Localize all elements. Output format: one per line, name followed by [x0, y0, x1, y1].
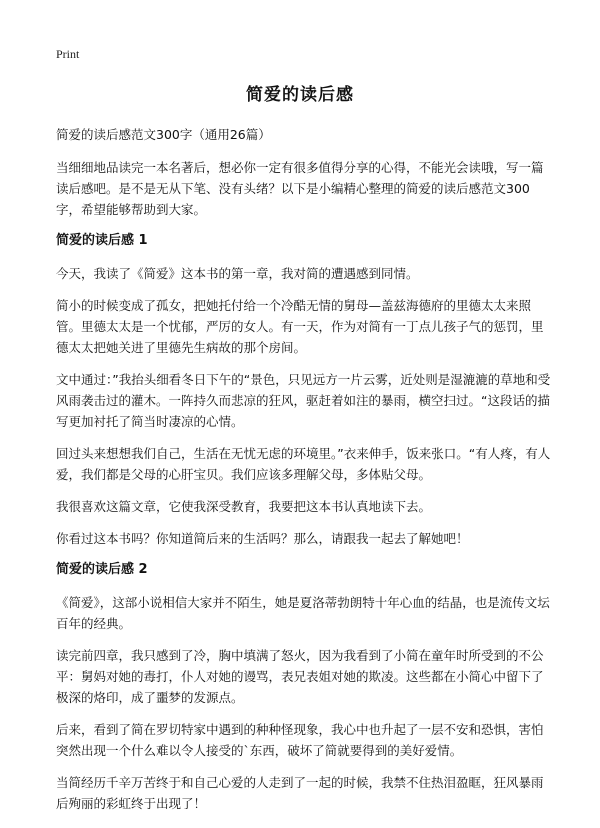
paragraph: 《简爱》，这部小说相信大家并不陌生，她是夏洛蒂勃朗特十年心血的结晶，也是流传文坛百年的经典。 — [56, 595, 550, 631]
subtitle: 简爱的读后感范文300字（通用26篇） — [56, 127, 271, 142]
section-heading-1: 简爱的读后感 1 — [56, 233, 148, 248]
paragraph: 今天，我读了《简爱》这本书的第一章，我对简的遭遇感到同情。 — [56, 266, 419, 281]
print-label: Print — [56, 47, 80, 61]
page-title: 简爱的读后感 — [246, 85, 354, 105]
section-heading-2: 简爱的读后感 2 — [56, 562, 148, 577]
paragraph: 你看过这本书吗？你知道简后来的生活吗？那么，请跟我一起去了解她吧！ — [56, 531, 469, 546]
intro-paragraph: 当细细地品读完一本名著后，想必你一定有很多值得分享的心得，不能光会读哦，写一篇读后感吧。是不是无从下笔、没有头绪？以下是小编精心整理的简爱的读后感范文300字，希望能够帮助到大家。 — [56, 160, 544, 217]
paragraph: 文中通过：”我抬头细看冬日下午的“景色，只见远方一片云雾，近处则是湿漉漉的草地和受风雨袭击过的灌木。一阵持久而悲凉的狂风，驱赶着如注的暴雨，横空扫过。“这段话的描写更加衬托了简当时凄凉的心情。 — [56, 372, 551, 429]
paragraph: 我很喜欢这篇文章，它使我深受教育，我要把这本书认真地读下去。 — [56, 499, 432, 514]
paragraph: 读完前四章，我只感到了冷，胸中填满了怒火，因为我看到了小简在童年时所受到的不公平：舅妈对她的毒打，仆人对她的谩骂，表兄表姐对她的欺凌。这些都在小简心中留下了极深的烙印，成了噩梦的发源点。 — [56, 648, 544, 705]
paragraph: 简小的时候变成了孤女，把她托付给一个冷酷无情的舅母—盖兹海德府的里德太太来照管。里德太太是一个忧郁，严厉的女人。有一天，作为对简有一丁点儿孩子气的惩罚，里德太太把她关进了里德先生病故的那个房间。 — [56, 298, 544, 355]
paragraph: 当简经历千辛万苦终于和自己心爱的人走到了一起的时候，我禁不住热泪盈眶，狂风暴雨后殉丽的彩虹终于出现了！ — [56, 775, 544, 811]
paragraph: 后来，看到了简在罗切特家中遇到的种种怪现象，我心中也升起了一层不安和恐惧，害怕突然出现一个什么难以令人接受的`东西，破坏了简就要得到的美好爱情。 — [56, 722, 544, 758]
paragraph: 回过头来想想我们自己，生活在无忧无虑的环境里。”衣来伸手，饭来张口。“有人疼，有人爱，我们都是父母的心肝宝贝。我们应该多理解父母，多体贴父母。 — [56, 446, 551, 482]
document-body — [56, 124, 552, 825]
